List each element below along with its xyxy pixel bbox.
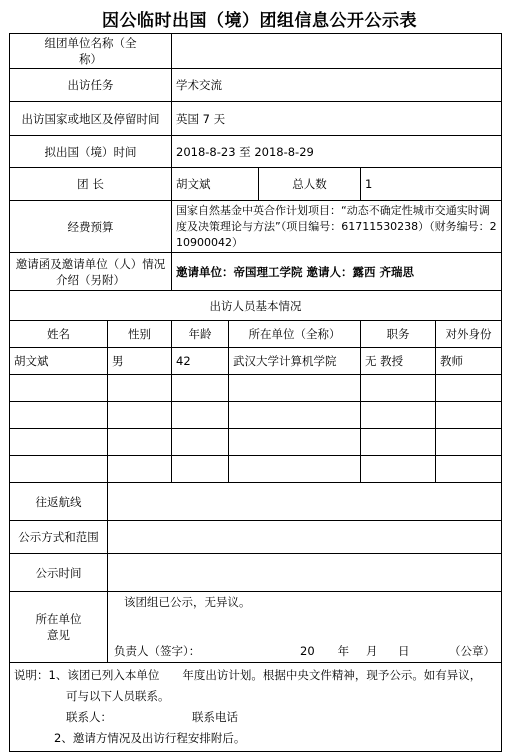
table-row <box>10 456 502 483</box>
row-publicity-time <box>10 554 502 592</box>
header-position: 职务 <box>361 321 436 348</box>
table-row <box>10 348 502 375</box>
label-countries-days: 出访国家或地区及停留时间 <box>10 102 172 136</box>
members-section-heading: 出访人员基本情况 <box>10 291 502 321</box>
label-budget: 经费预算 <box>10 201 172 253</box>
label-total: 总人数 <box>292 177 327 191</box>
row-publicity-method <box>10 521 502 554</box>
row-leader <box>10 168 502 201</box>
label-unit-name: 组团单位名称（全称） <box>10 34 172 69</box>
value-budget: 国家自然基金中英合作计划项目：“动态不确定性城市交通实时调度及决策理论与方法”（项目编号：61711530238）（财务编号：210900042） <box>172 201 502 253</box>
sign-day: 日 <box>398 644 410 658</box>
label-route: 往返航线 <box>10 483 108 521</box>
table-row <box>10 375 502 402</box>
value-unit-name <box>172 34 502 69</box>
opinion-statement: 该团组已公示，无异议。 <box>124 595 251 609</box>
value-leader: 胡文斌 <box>172 168 259 200</box>
row-unit-name <box>10 34 502 69</box>
value-publicity-method <box>108 521 502 554</box>
signer-label: 负责人（签字）： <box>114 644 201 658</box>
value-inviter: 邀请单位：帝国理工学院 邀请人：露西 齐瑞思 <box>172 253 502 291</box>
header-gender: 性别 <box>108 321 172 348</box>
row-inviter <box>10 253 502 291</box>
label-publicity-method: 公示方式和范围 <box>10 521 108 554</box>
label-inviter: 邀请函及邀请单位（人）情况介绍（另附） <box>10 253 172 291</box>
value-route <box>108 483 502 521</box>
value-task: 学术交流 <box>172 69 502 102</box>
header-age: 年龄 <box>172 321 229 348</box>
cell-position: 无 教授 <box>361 348 436 375</box>
members-header-row <box>10 321 502 348</box>
row-countries <box>10 102 502 136</box>
row-dates <box>10 136 502 168</box>
note-line-2: 可与以下人员联系。 <box>66 689 170 703</box>
disclosure-form <box>9 33 501 745</box>
table-row <box>10 402 502 429</box>
page-title: 因公临时出国（境）团组信息公开公示表 <box>102 11 417 31</box>
row-members-section <box>10 291 502 321</box>
row-notes <box>10 663 502 752</box>
form-table <box>9 33 502 752</box>
label-leader: 团 长 <box>10 168 172 201</box>
label-dates: 拟出国（境）时间 <box>10 136 172 168</box>
table-row <box>10 429 502 456</box>
opinion-box <box>108 592 501 662</box>
value-countries-days: 英国 7 天 <box>172 102 502 136</box>
sign-month: 月 <box>366 644 378 658</box>
value-dates: 2018-8-23 至 2018-8-29 <box>172 136 502 168</box>
label-task: 出访任务 <box>10 69 172 102</box>
row-budget <box>10 201 502 253</box>
value-publicity-time <box>108 554 502 592</box>
header-name: 姓名 <box>10 321 108 348</box>
note-line-4: 2、邀请方情况及出访行程安排附后。 <box>54 731 246 745</box>
sign-year: 20 年 <box>300 644 350 658</box>
row-unit-opinion <box>10 592 502 663</box>
cell-unit: 武汉大学计算机学院 <box>229 348 361 375</box>
cell-name: 胡文斌 <box>10 348 108 375</box>
value-total: 1 <box>361 168 502 201</box>
header-unit: 所在单位（全称） <box>229 321 361 348</box>
seal-label: （公章） <box>449 644 495 658</box>
cell-identity: 教师 <box>436 348 502 375</box>
label-publicity-time: 公示时间 <box>10 554 108 592</box>
cell-age: 42 <box>172 348 229 375</box>
contact-label: 联系人： <box>66 710 112 724</box>
phone-label: 联系电话 <box>192 710 238 724</box>
header-identity: 对外身份 <box>436 321 502 348</box>
row-task <box>10 69 502 102</box>
note-line-1: 说明：1、该团已列入本单位 年度出访计划。根据中央文件精神，现予公示。如有异议， <box>14 668 482 682</box>
row-route <box>10 483 502 521</box>
cell-gender: 男 <box>108 348 172 375</box>
label-unit-opinion: 所在单位意见 <box>10 592 108 663</box>
